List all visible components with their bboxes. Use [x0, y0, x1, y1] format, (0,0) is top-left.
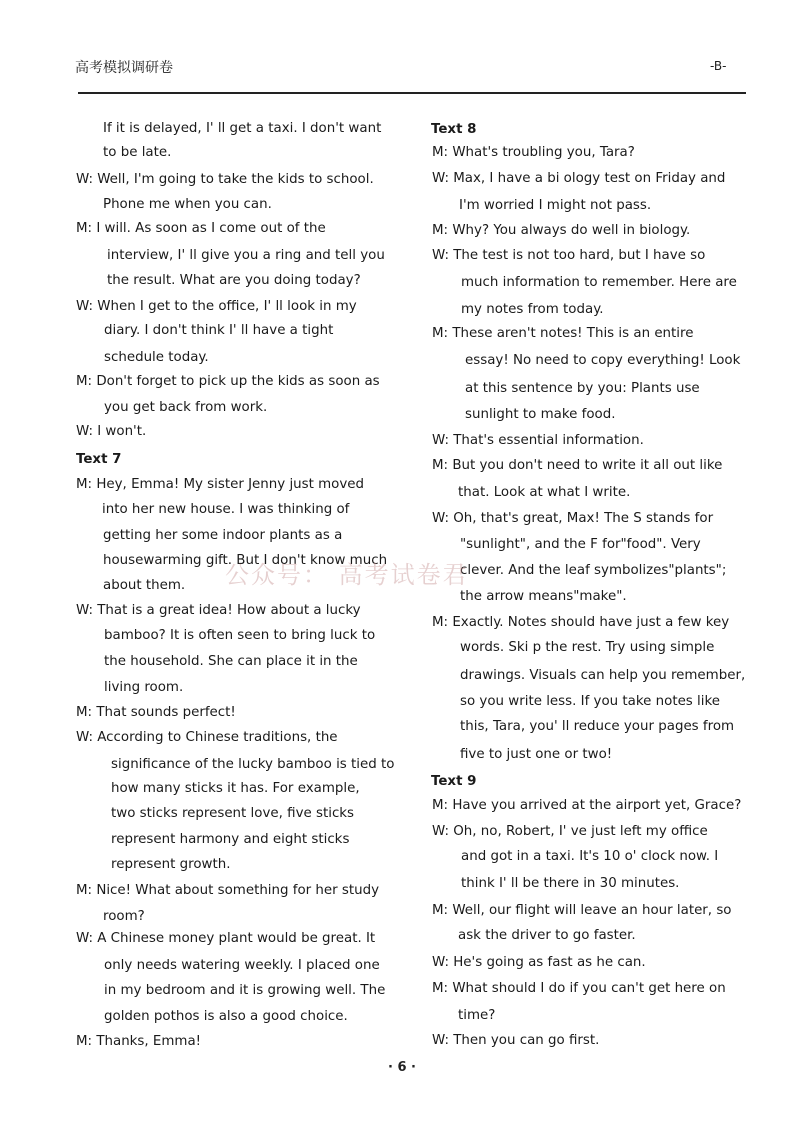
dialogue-line: represent harmony and eight sticks	[111, 832, 350, 847]
dialogue-line: Phone me when you can.	[103, 197, 272, 212]
section-heading: Text 9	[431, 774, 477, 789]
dialogue-line: M: Well, our flight will leave an hour later, so	[432, 903, 732, 918]
dialogue-line: M: Why? You always do well in biology.	[432, 223, 691, 238]
dialogue-line: at this sentence by you: Plants use	[465, 381, 700, 396]
dialogue-line: living room.	[104, 680, 184, 695]
dialogue-line: represent growth.	[111, 857, 231, 872]
dialogue-line: into her new house. I was thinking of	[102, 502, 350, 517]
dialogue-line: housewarming gift. But I don't know much	[103, 553, 388, 568]
dialogue-line: two sticks represent love, five sticks	[111, 806, 355, 821]
dialogue-line: that. Look at what I write.	[458, 485, 631, 500]
dialogue-line: M: Thanks, Emma!	[76, 1034, 202, 1049]
dialogue-line: M: These aren't notes! This is an entire	[432, 326, 694, 341]
dialogue-line: interview, I' ll give you a ring and tell you	[107, 248, 385, 263]
dialogue-line: M: Don't forget to pick up the kids as soon as	[76, 374, 380, 389]
dialogue-line: much information to remember. Here are	[461, 275, 737, 290]
dialogue-line: my notes from today.	[461, 302, 604, 317]
dialogue-line: W: Max, I have a bi ology test on Friday and	[432, 171, 726, 186]
dialogue-line: about them.	[103, 578, 186, 593]
dialogue-line: W: Oh, that's great, Max! The S stands for	[432, 511, 714, 526]
dialogue-line: W: That's essential information.	[432, 433, 644, 448]
dialogue-line: in my bedroom and it is growing well. The	[104, 983, 386, 998]
dialogue-line: M: What should I do if you can't get here on	[432, 981, 726, 996]
dialogue-line: the arrow means"make".	[460, 589, 627, 604]
dialogue-line: M: That sounds perfect!	[76, 705, 236, 720]
dialogue-line: W: According to Chinese traditions, the	[76, 730, 338, 745]
dialogue-line: the result. What are you doing today?	[107, 273, 361, 288]
dialogue-line: W: That is a great idea! How about a lucky	[76, 603, 361, 618]
dialogue-line: diary. I don't think I' ll have a tight	[104, 323, 334, 338]
dialogue-line: W: The test is not too hard, but I have so	[432, 248, 706, 263]
dialogue-line: room?	[103, 909, 145, 924]
dialogue-line: time?	[458, 1008, 496, 1023]
dialogue-line: W: Oh, no, Robert, I' ve just left my office	[432, 824, 708, 839]
dialogue-line: sunlight to make food.	[465, 407, 616, 422]
dialogue-line: think I' ll be there in 30 minutes.	[461, 876, 680, 891]
dialogue-line: W: Then you can go first.	[432, 1033, 600, 1048]
dialogue-line: only needs watering weekly. I placed one	[104, 958, 380, 973]
dialogue-line: M: Nice! What about something for her study	[76, 883, 380, 898]
dialogue-line: bamboo? It is often seen to bring luck to	[104, 628, 376, 643]
dialogue-line: I'm worried I might not pass.	[459, 198, 652, 213]
dialogue-line: If it is delayed, I' ll get a taxi. I don't want	[103, 121, 382, 136]
dialogue-line: M: I will. As soon as I come out of the	[76, 221, 326, 236]
dialogue-line: to be late.	[103, 145, 172, 160]
dialogue-line: M: Have you arrived at the airport yet, Grace?	[432, 798, 742, 813]
dialogue-line: M: What's troubling you, Tara?	[432, 145, 635, 160]
watermark: 公众号： 高考试卷君	[225, 561, 469, 589]
page-number: · 6 ·	[388, 1060, 416, 1075]
dialogue-line: you get back from work.	[104, 400, 268, 415]
header-version: -B-	[710, 59, 727, 73]
dialogue-line: essay! No need to copy everything! Look	[465, 353, 741, 368]
section-heading: Text 7	[76, 452, 122, 467]
header-title: 高考模拟调研卷	[75, 60, 173, 76]
dialogue-line: so you write less. If you take notes like	[460, 694, 720, 709]
section-heading: Text 8	[431, 122, 477, 137]
dialogue-line: W: When I get to the office, I' ll look in my	[76, 299, 357, 314]
dialogue-line: and got in a taxi. It's 10 o' clock now. I	[461, 849, 719, 864]
dialogue-line: M: Exactly. Notes should have just a few key	[432, 615, 730, 630]
header-divider	[78, 92, 746, 94]
dialogue-line: ask the driver to go faster.	[458, 928, 636, 943]
dialogue-line: M: Hey, Emma! My sister Jenny just moved	[76, 477, 365, 492]
dialogue-line: five to just one or two!	[460, 747, 613, 762]
dialogue-line: schedule today.	[104, 350, 209, 365]
dialogue-line: W: Well, I'm going to take the kids to school.	[76, 172, 374, 187]
dialogue-line: W: A Chinese money plant would be great. It	[76, 931, 376, 946]
dialogue-line: words. Ski p the rest. Try using simple	[460, 640, 715, 655]
dialogue-line: "sunlight", and the F for"food". Very	[460, 537, 701, 552]
dialogue-line: W: I won't.	[76, 424, 147, 439]
dialogue-line: golden pothos is also a good choice.	[104, 1009, 348, 1024]
dialogue-line: the household. She can place it in the	[104, 654, 358, 669]
dialogue-line: clever. And the leaf symbolizes"plants";	[460, 563, 727, 578]
dialogue-line: this, Tara, you' ll reduce your pages from	[460, 719, 735, 734]
dialogue-line: how many sticks it has. For example,	[111, 781, 360, 796]
dialogue-line: getting her some indoor plants as a	[103, 528, 343, 543]
dialogue-line: significance of the lucky bamboo is tied to	[111, 757, 395, 772]
dialogue-line: M: But you don't need to write it all out like	[432, 458, 723, 473]
dialogue-line: W: He's going as fast as he can.	[432, 955, 646, 970]
dialogue-line: drawings. Visuals can help you remember,	[460, 668, 746, 683]
